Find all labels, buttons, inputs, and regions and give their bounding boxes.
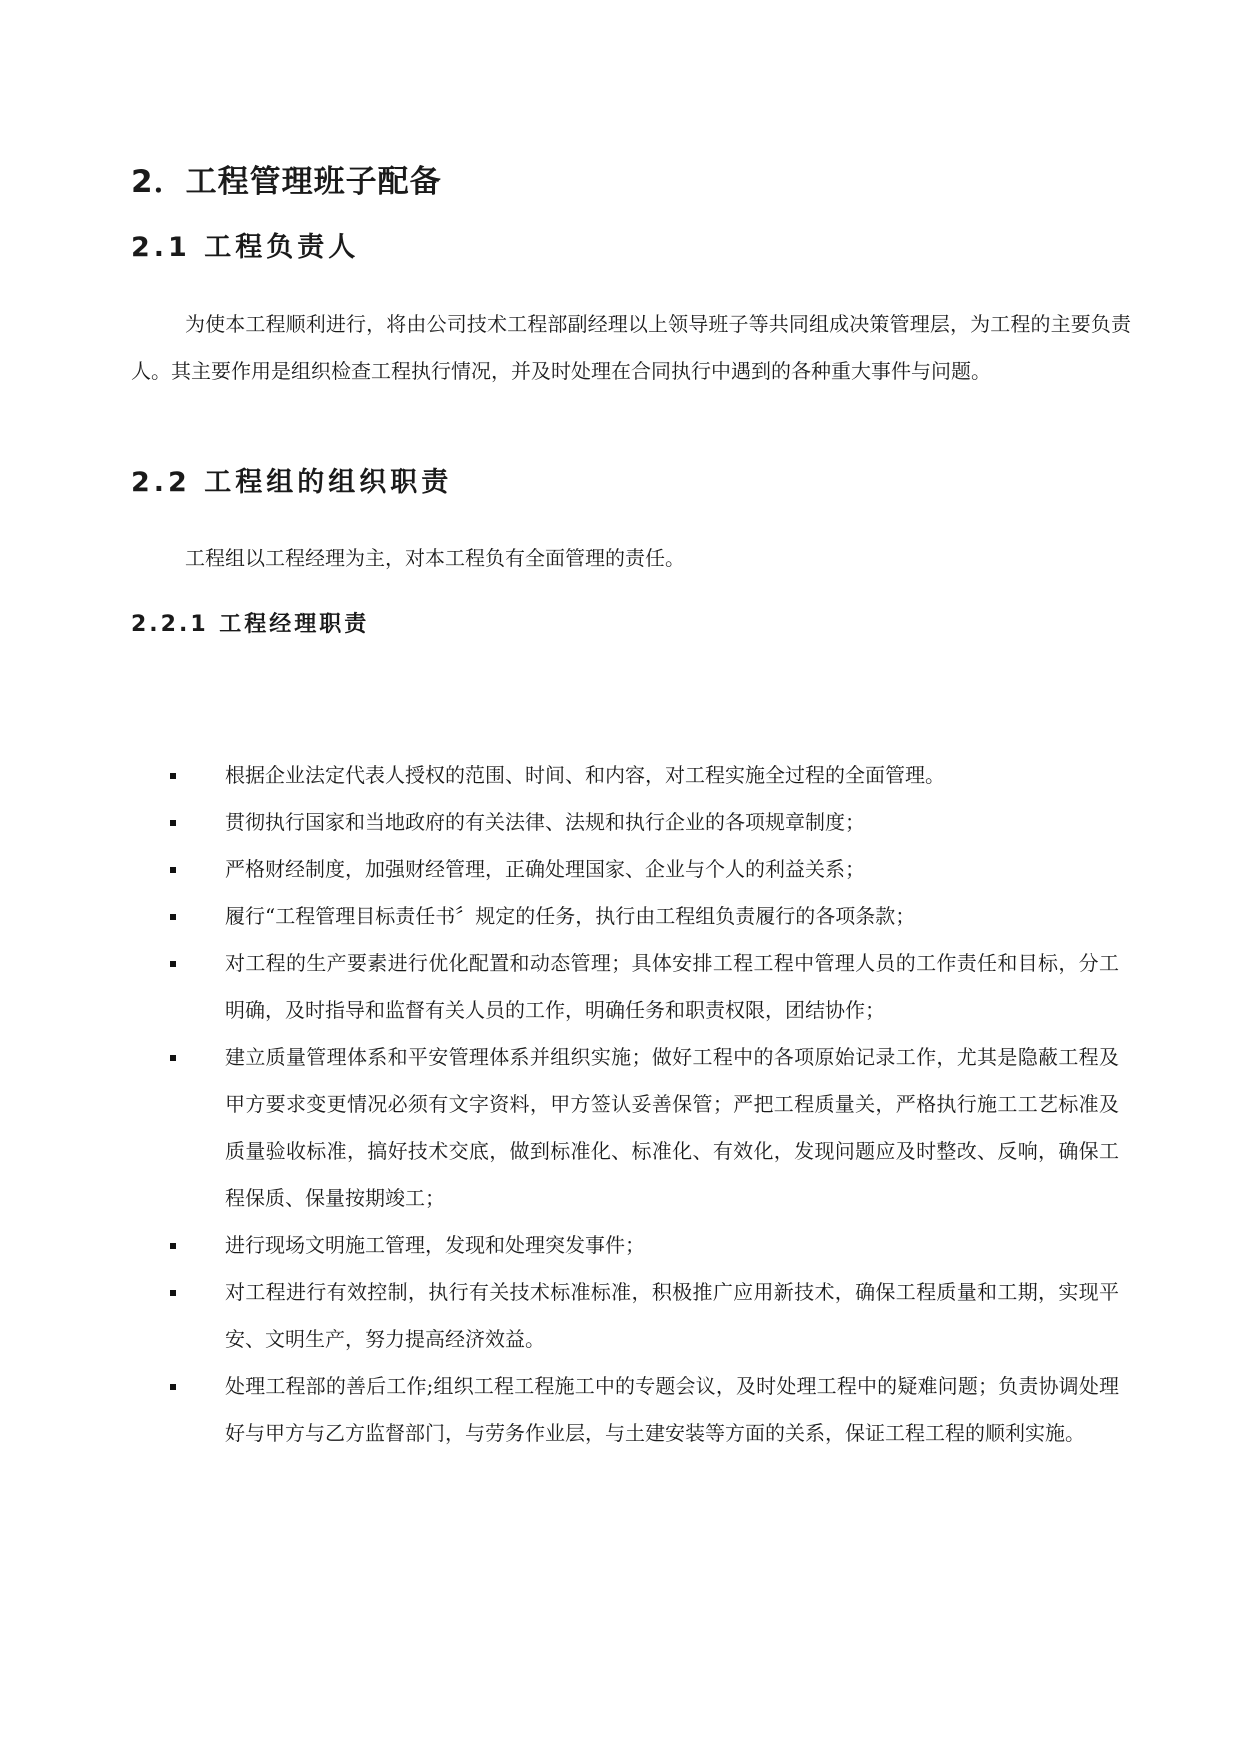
list-item-text: 履行“工程管理目标责任书〞规定的任务，执行由工程组负责履行的各项条款； [225,904,916,928]
list-item [0,752,1241,799]
list-item-text: 对工程的生产要素进行优化配置和动态管理；具体安排工程工程中管理人员的工作责任和目标，分工明确，及时指导和监督有关人员的工作，明确任务和职责权限，团结协作； [225,951,1119,1022]
bullet-square-icon [170,1290,176,1296]
bullet-square-icon [170,773,176,779]
list-item [0,1034,1241,1222]
list-item [0,940,1241,1034]
bullet-square-icon [170,961,176,967]
bullet-square-icon [170,914,176,920]
heading-section-2-2-1: 2.2.1 工程经理职责 [131,612,370,637]
list-item [0,846,1241,893]
bullet-square-icon [170,820,176,826]
heading-engineering-team: 2．工程管理班子配备 [131,164,442,200]
paragraph-section-2-1: 为使本工程顺利进行，将由公司技术工程部副经理以上领导班子等共同组成决策管理层，为工程的主要负责人。其主要作用是组织检查工程执行情况，并及时处理在合同执行中遇到的各种重大事件与问题。 [131,312,1131,383]
paragraph-section-2-2: 工程组以工程经理为主，对本工程负有全面管理的责任。 [185,546,685,570]
list-item-text: 贯彻执行国家和当地政府的有关法律、法规和执行企业的各项规章制度； [225,810,865,834]
list-item [0,1269,1241,1363]
list-item-text: 进行现场文明施工管理，发现和处理突发事件； [225,1233,645,1257]
list-item [0,1222,1241,1269]
list-item [0,893,1241,940]
list-item [0,799,1241,846]
bullet-square-icon [170,1384,176,1390]
heading-section-2-2: 2.2 工程组的组织职责 [131,467,453,498]
list-item-text: 对工程进行有效控制，执行有关技术标准标准，积极推广应用新技术，确保工程质量和工期，实现平安、文明生产，努力提高经济效益。 [225,1280,1119,1351]
list-item [0,1363,1241,1457]
list-item-text: 严格财经制度，加强财经管理，正确处理国家、企业与个人的利益关系； [225,857,865,881]
bullet-square-icon [170,1055,176,1061]
heading-section-2-1: 2.1 工程负责人 [131,232,360,263]
bullet-square-icon [170,867,176,873]
list-item-text: 建立质量管理体系和平安管理体系并组织实施；做好工程中的各项原始记录工作，尤其是隐蔽工程及甲方要求变更情况必须有文字资料，甲方签认妥善保管；严把工程质量关，严格执行施工工艺标准及质量验收标准，搞好技术交底，做到标准化、标准化、有效化，发现问题应及时整改、反响，确保工程保质、保量按期竣工； [225,1045,1119,1210]
duties-list [0,752,1241,1457]
list-item-text: 处理工程部的善后工作;组织工程工程施工中的专题会议，及时处理工程中的疑难问题；负责协调处理好与甲方与乙方监督部门，与劳务作业层，与土建安装等方面的关系，保证工程工程的顺利实施。 [225,1374,1119,1445]
bullet-square-icon [170,1243,176,1249]
list-item-text: 根据企业法定代表人授权的范围、时间、和内容，对工程实施全过程的全面管理。 [225,763,945,787]
